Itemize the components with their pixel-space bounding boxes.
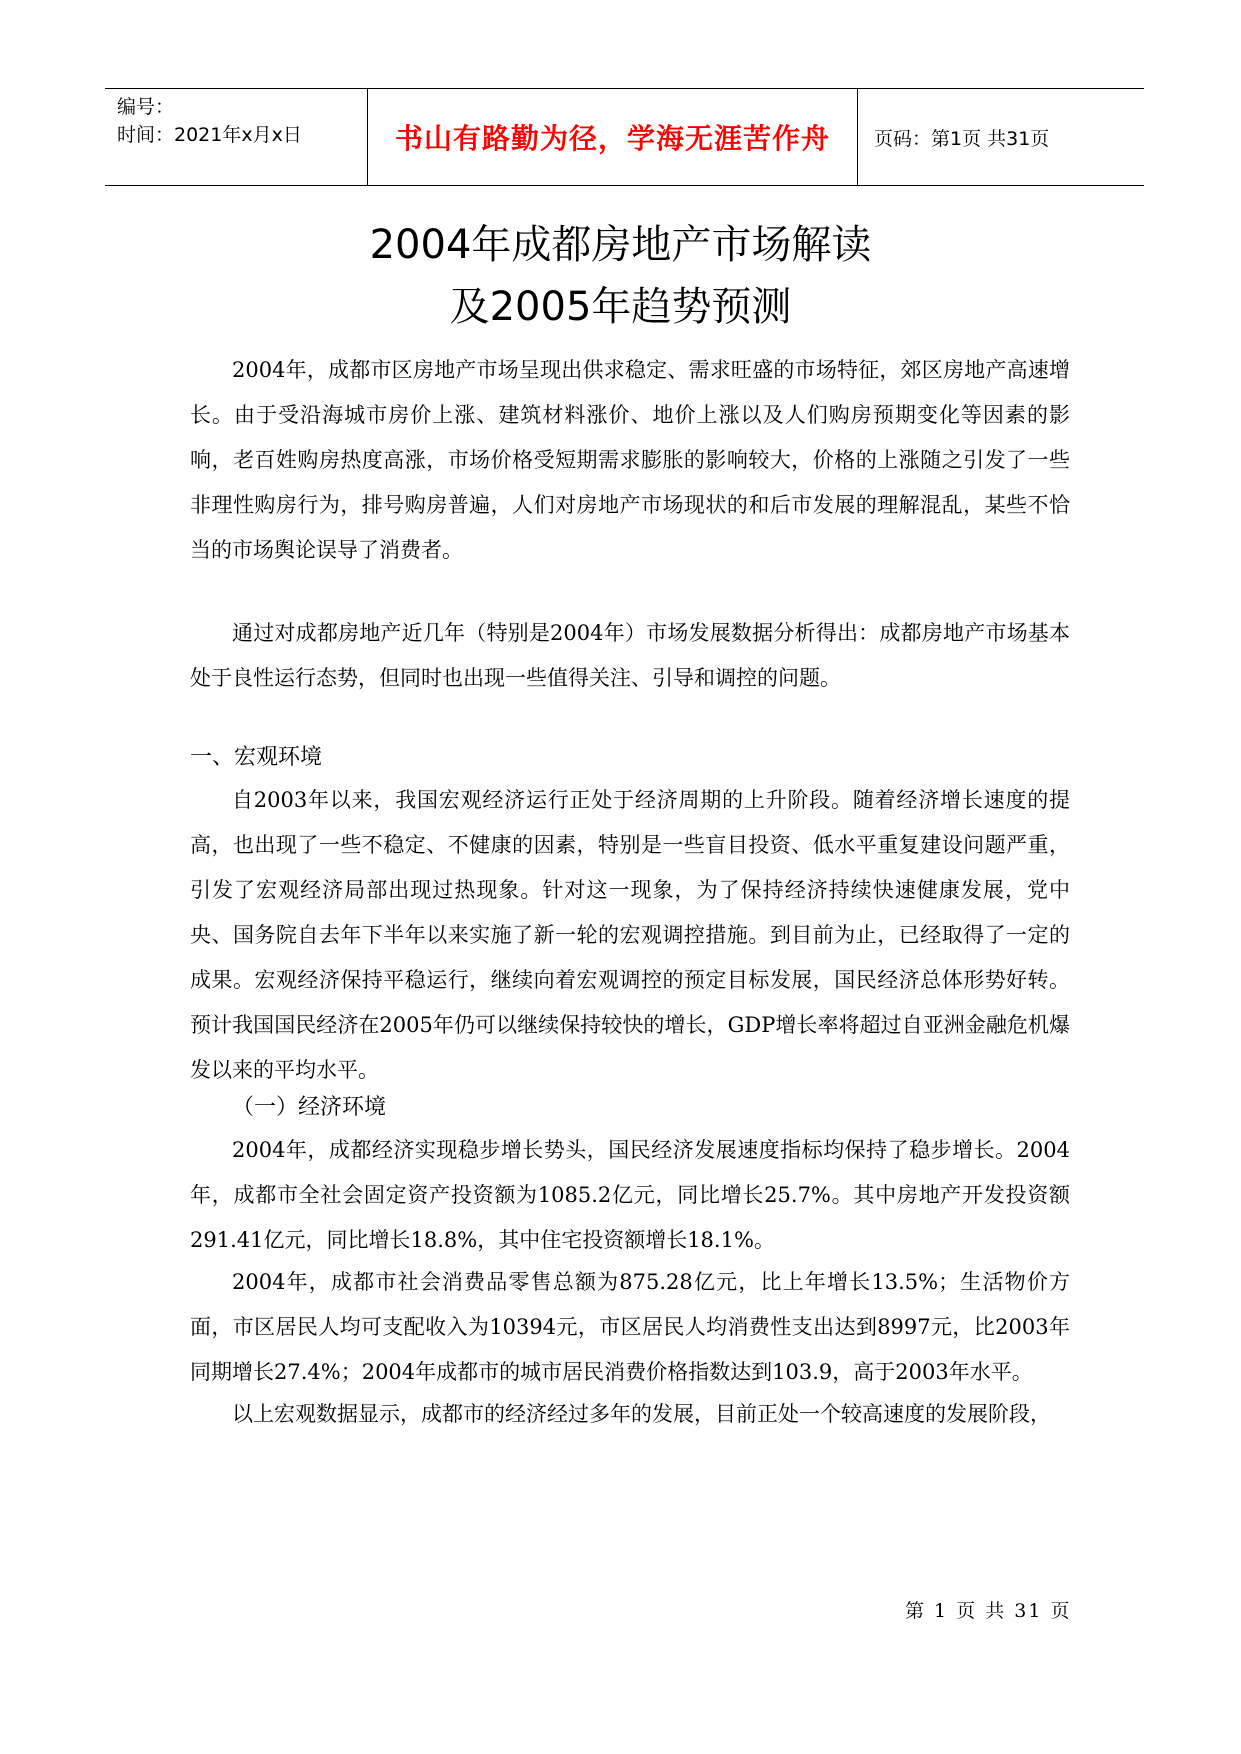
date-label: 时间：2021年x月x日 — [117, 124, 302, 146]
economy-paragraph-2: 2004年，成都市社会消费品零售总额为875.28亿元，比上年增长13.5%；生活物价方面，市区居民人均可支配收入为10394元，市区居民人均消费性支出达到8997元，比2003年同期增长27.4%；2004年成都市的城市居民消费价格指数达到103.9，高于2003年水平。 — [190, 1270, 1070, 1384]
header-meta — [105, 89, 368, 185]
document-title — [0, 214, 1241, 338]
header-motto-cell — [368, 89, 858, 185]
header-motto: 书山有路勤为径，学海无涯苦作舟 — [394, 122, 830, 155]
section-heading-macro: 一、宏观环境 — [190, 745, 323, 770]
document-header — [105, 88, 1144, 186]
economy-paragraph-3: 以上宏观数据显示，成都市的经济经过多年的发展，目前正处一个较高速度的发展阶段， — [232, 1402, 1051, 1426]
economy-paragraph-1: 2004年，成都经济实现稳步增长势头，国民经济发展速度指标均保持了稳步增长。2004年，成都市全社会固定资产投资额为1085.2亿元，同比增长25.7%。其中房地产开发投资额291.41亿元，同比增长18.8%，其中住宅投资额增长18.1%。 — [190, 1138, 1070, 1252]
intro-paragraph-1: 2004年，成都市区房地产市场呈现出供求稳定、需求旺盛的市场特征，郊区房地产高速增长。由于受沿海城市房价上涨、建筑材料涨价、地价上涨以及人们购房预期变化等因素的影响，老百姓购房热度高涨，市场价格受短期需求膨胀的影响较大，价格的上涨随之引发了一些非理性购房行为，排号购房普遍，人们对房地产市场现状的和后市发展的理解混乱，某些不恰当的市场舆论误导了消费者。 — [190, 358, 1070, 562]
intro-paragraph-2: 通过对成都房地产近几年（特别是2004年）市场发展数据分析得出：成都房地产市场基本处于良性运行态势，但同时也出现一些值得关注、引导和调控的问题。 — [190, 621, 1070, 690]
page-footer: 第 1 页 共 31 页 — [905, 1600, 1072, 1622]
serial-number-label: 编号： — [117, 96, 175, 118]
header-page-info: 页码：第1页 共31页 — [874, 127, 1050, 150]
macro-paragraph-1: 自2003年以来，我国宏观经济运行正处于经济周期的上升阶段。随着经济增长速度的提高，也出现了一些不稳定、不健康的因素，特别是一些盲目投资、低水平重复建设问题严重，引发了宏观经济局部出现过热现象。针对这一现象，为了保持经济持续快速健康发展，党中央、国务院自去年下半年以来实施了新一轮的宏观调控措施。到目前为止，已经取得了一定的成果。宏观经济保持平稳运行，继续向着宏观调控的预定目标发展，国民经济总体形势好转。预计我国国民经济在2005年仍可以继续保持较快的增长，GDP增长率将超过自亚洲金融危机爆发以来的平均水平。 — [190, 788, 1070, 1082]
title-line-2: 及2005年趋势预测 — [449, 284, 792, 330]
header-page-cell — [858, 89, 1144, 185]
subsection-heading-economy: （一）经济环境 — [232, 1095, 387, 1120]
title-line-1: 2004年成都房地产市场解读 — [369, 222, 872, 268]
